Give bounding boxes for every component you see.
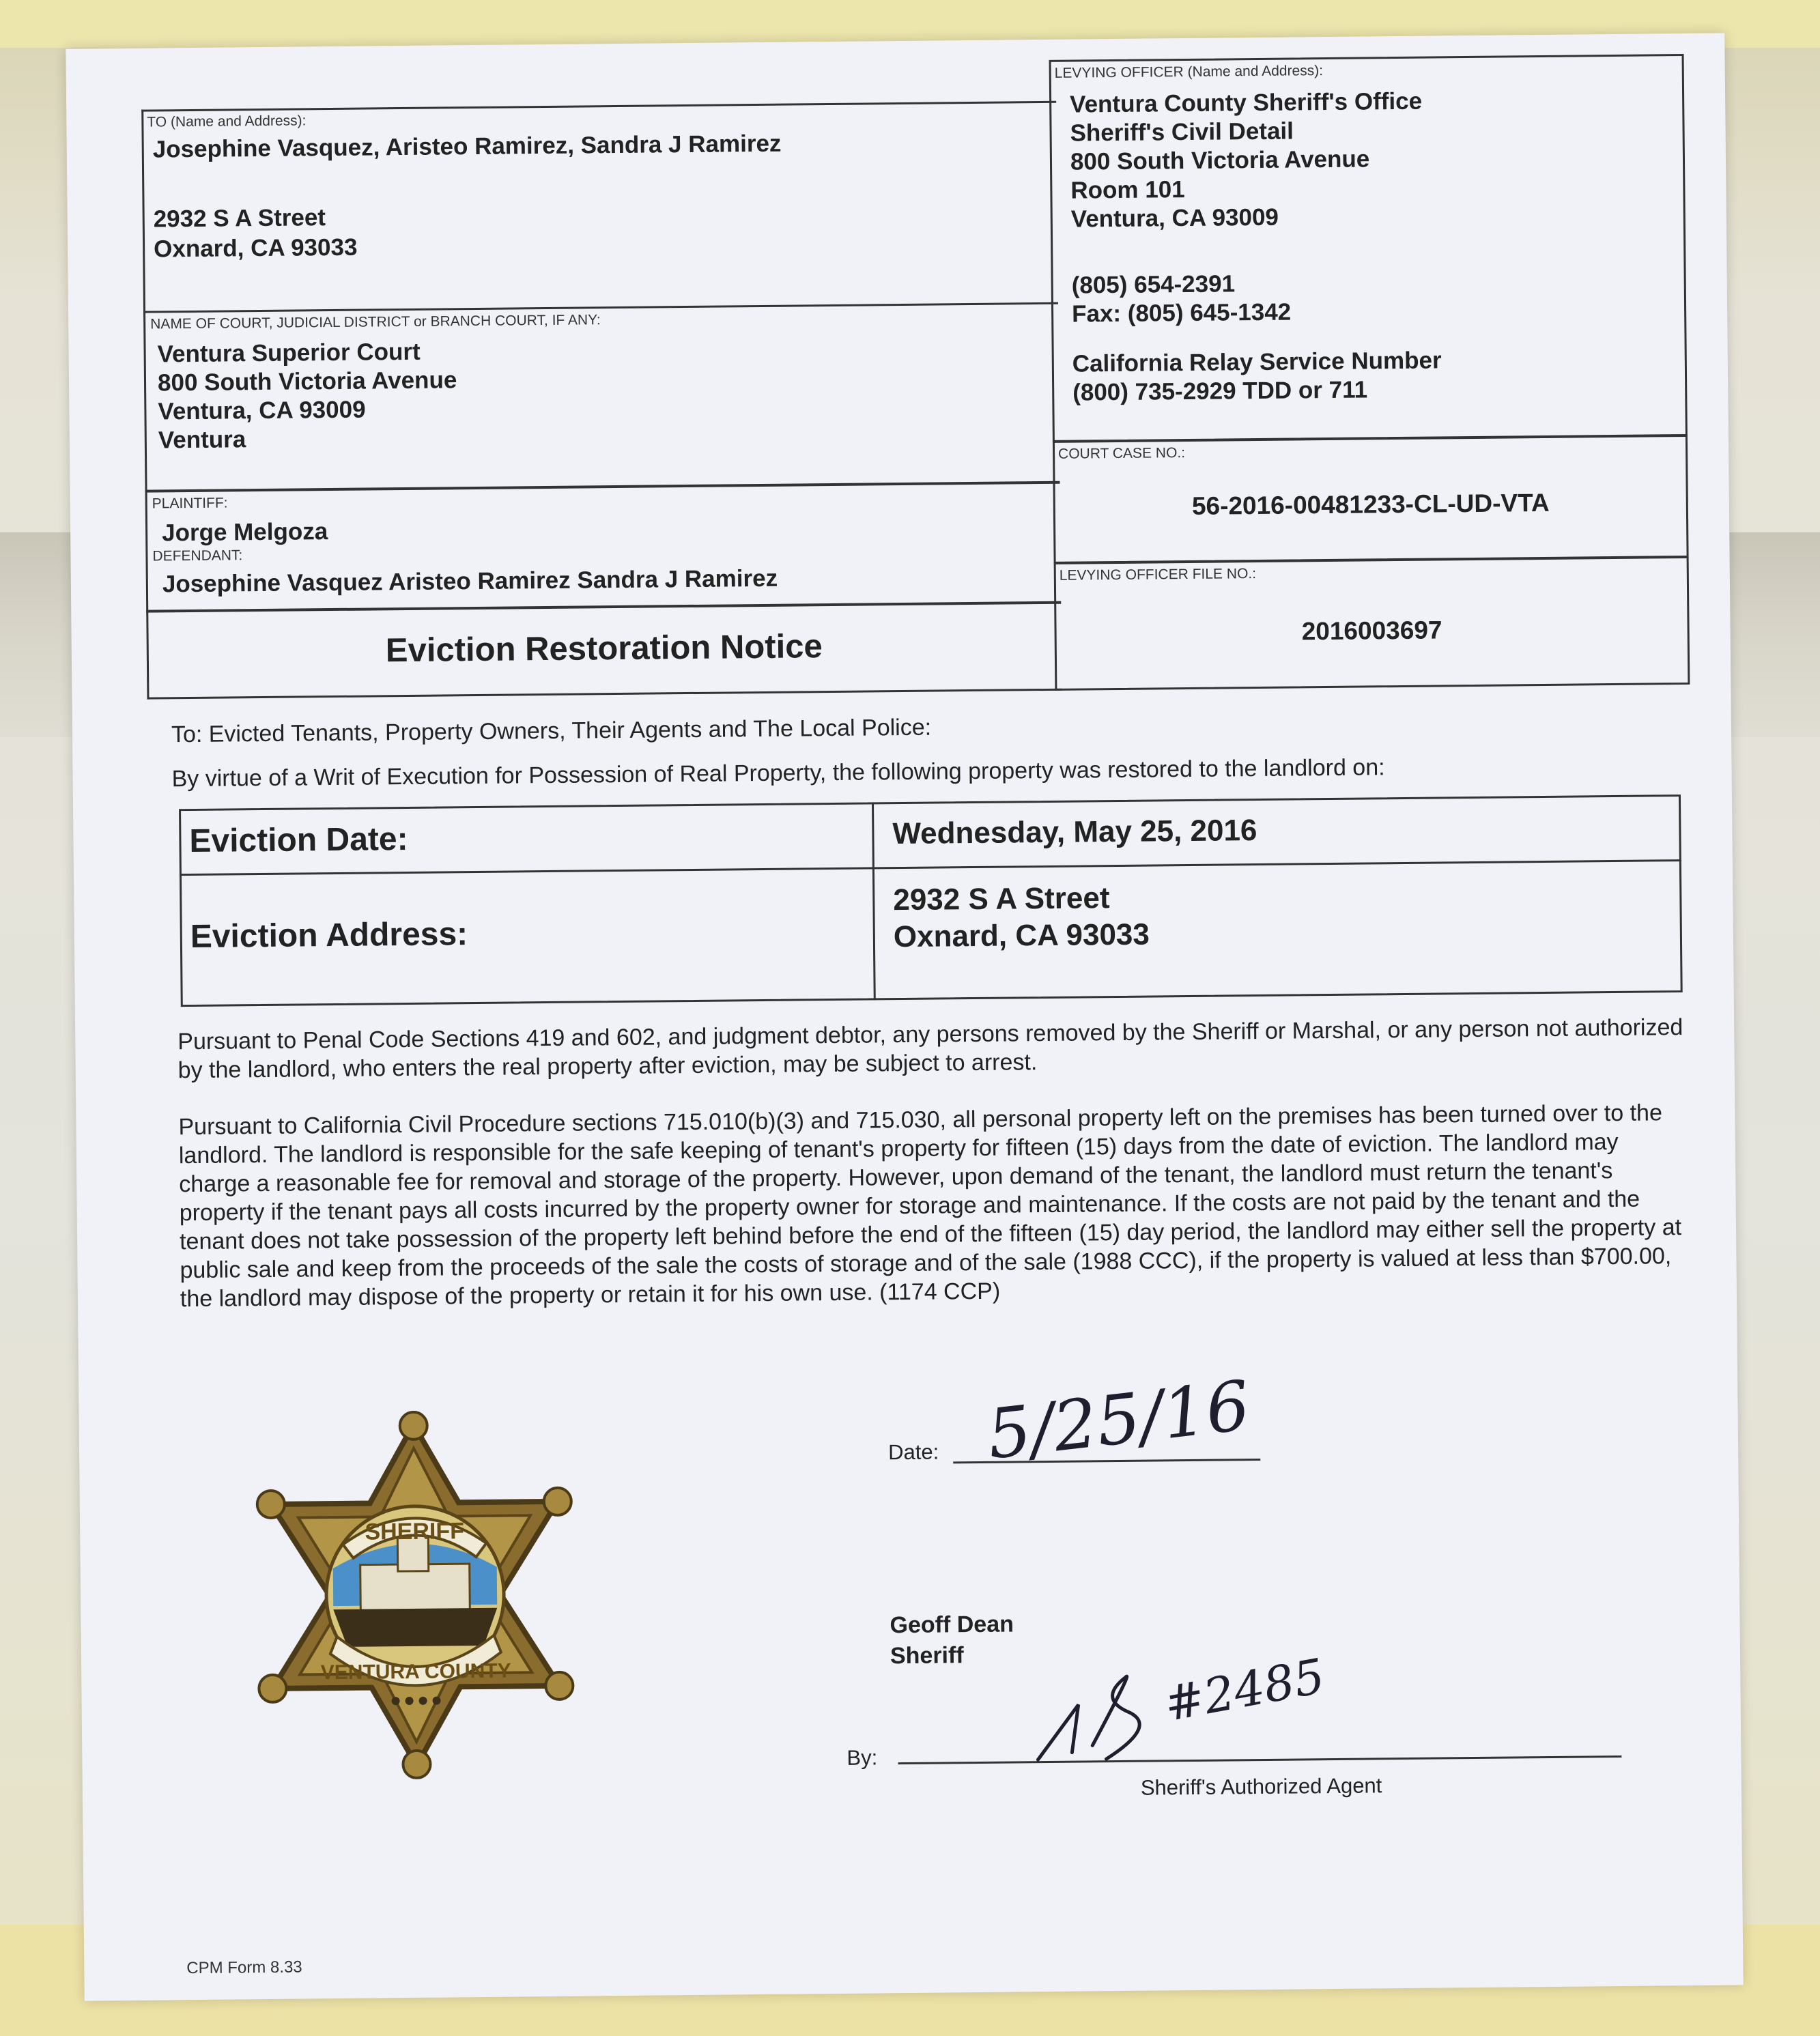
officer-phone: (805) 654-2391 Fax: (805) 645-1342 bbox=[1071, 270, 1292, 328]
notice-document bbox=[66, 33, 1743, 2001]
badge-top-text: SHERIFF bbox=[365, 1518, 465, 1545]
eviction-address-value: 2932 S A Street Oxnard, CA 93033 bbox=[893, 881, 1150, 954]
badge-ground bbox=[333, 1608, 498, 1647]
badge-point-ball-top-right bbox=[544, 1488, 571, 1515]
court-address: Ventura Superior Court 800 South Victoria Avenue Ventura, CA 93009 Ventura bbox=[157, 338, 457, 454]
plaintiff-name: Jorge Melgoza bbox=[161, 518, 328, 547]
officer-label: LEVYING OFFICER (Name and Address): bbox=[1054, 63, 1324, 81]
defendant-names: Josephine Vasquez Aristeo Ramirez Sandra J Ramirez bbox=[162, 564, 778, 598]
defendant-label: DEFENDANT: bbox=[152, 547, 243, 564]
badge-star-dot bbox=[392, 1697, 400, 1705]
file-label: LEVYING OFFICER FILE NO.: bbox=[1059, 566, 1257, 584]
to-label: TO (Name and Address): bbox=[147, 113, 307, 130]
badge-point-ball-bottom bbox=[403, 1751, 430, 1778]
badge-bottom-text: VENTURA COUNTY bbox=[320, 1659, 511, 1684]
eviction-date-label: Eviction Date: bbox=[189, 820, 408, 860]
court-label: NAME OF COURT, JUDICIAL DISTRICT or BRANCH COURT, IF ANY: bbox=[150, 312, 601, 332]
badge-point-ball-bottom-right bbox=[545, 1672, 573, 1700]
date-label: Date: bbox=[887, 1439, 939, 1465]
sheriff-title: Sheriff bbox=[890, 1642, 964, 1669]
file-number: 2016003697 bbox=[1301, 616, 1442, 646]
eviction-address-label: Eviction Address: bbox=[190, 916, 468, 956]
intro-writ-line: By virtue of a Writ of Execution for Possession of Real Property, the following property was restored to the landlord on: bbox=[171, 754, 1385, 792]
badge-star-dot bbox=[406, 1697, 414, 1705]
plaintiff-label: PLAINTIFF: bbox=[152, 495, 228, 512]
relay-service: California Relay Service Number (800) 735-2929 TDD or 711 bbox=[1072, 347, 1442, 406]
authorized-agent-label: Sheriff's Authorized Agent bbox=[1140, 1773, 1382, 1800]
to-names: Josephine Vasquez, Aristeo Ramirez, Sandra J Ramirez bbox=[152, 130, 782, 163]
badge-star-dot bbox=[433, 1697, 441, 1705]
sheriff-name: Geoff Dean bbox=[890, 1611, 1014, 1639]
badge-point-ball-bottom-left bbox=[259, 1675, 286, 1702]
badge-star-dot bbox=[419, 1697, 427, 1705]
handwritten-date: 5/25/16 bbox=[983, 1365, 1254, 1475]
to-address-line1: 2932 S A Street bbox=[153, 204, 326, 233]
by-label: By: bbox=[847, 1745, 878, 1770]
agent-badge-number: #2485 bbox=[1159, 1648, 1329, 1733]
case-label: COURT CASE NO.: bbox=[1057, 445, 1186, 462]
intro-to-line: To: Evicted Tenants, Property Owners, Their Agents and The Local Police: bbox=[171, 714, 932, 748]
signature-stroke bbox=[1037, 1676, 1139, 1760]
case-number: 56-2016-00481233-CL-UD-VTA bbox=[1191, 488, 1550, 520]
badge-point-ball-top bbox=[400, 1412, 427, 1439]
sheriff-badge-seal bbox=[229, 1409, 601, 1781]
to-address-line2: Oxnard, CA 93033 bbox=[153, 233, 358, 263]
eviction-date-value: Wednesday, May 25, 2016 bbox=[892, 814, 1257, 851]
penal-code-paragraph: Pursuant to Penal Code Sections 419 and 602, and judgment debtor, any persons removed by the Sheriff or Marshal, or any person not authorized by the landlord, who enters the real property after eviction, may be subject to arrest. bbox=[177, 1014, 1683, 1084]
officer-address: Ventura County Sheriff's Office Sheriff's Civil Detail 800 South Victoria Avenue Room 101 Ventura, CA 93009 bbox=[1069, 87, 1423, 233]
civil-procedure-paragraph: Pursuant to California Civil Procedure sections 715.010(b)(3) and 715.030, all personal property left on the premises has been turned over to the landlord. The landlord is responsible for the safe keeping of tenant's property for fifteen (15) days from the date of eviction. The landlord may charge a reasonable fee for removal and storage of the property. However, upon demand of the tenant, the landlord must return the tenant's property if the tenant pays all costs incurred by the property owner for storage and maintenance. If the costs are not paid by the tenant and the tenant does not take possession of the property left behind before the end of the fifteen (15) day period, the landlord may either sell the property at public sale and keep from the proceeds of the sale the costs of storage and of the sale (1988 CCC), if the property is valued at less than $700.00, the landlord may dispose of the property or retain it for his own use. (1174 CCP) bbox=[178, 1100, 1682, 1313]
badge-point-ball-top-left bbox=[257, 1491, 285, 1518]
notice-title: Eviction Restoration Notice bbox=[385, 628, 823, 670]
form-id: CPM Form 8.33 bbox=[186, 1958, 302, 1978]
